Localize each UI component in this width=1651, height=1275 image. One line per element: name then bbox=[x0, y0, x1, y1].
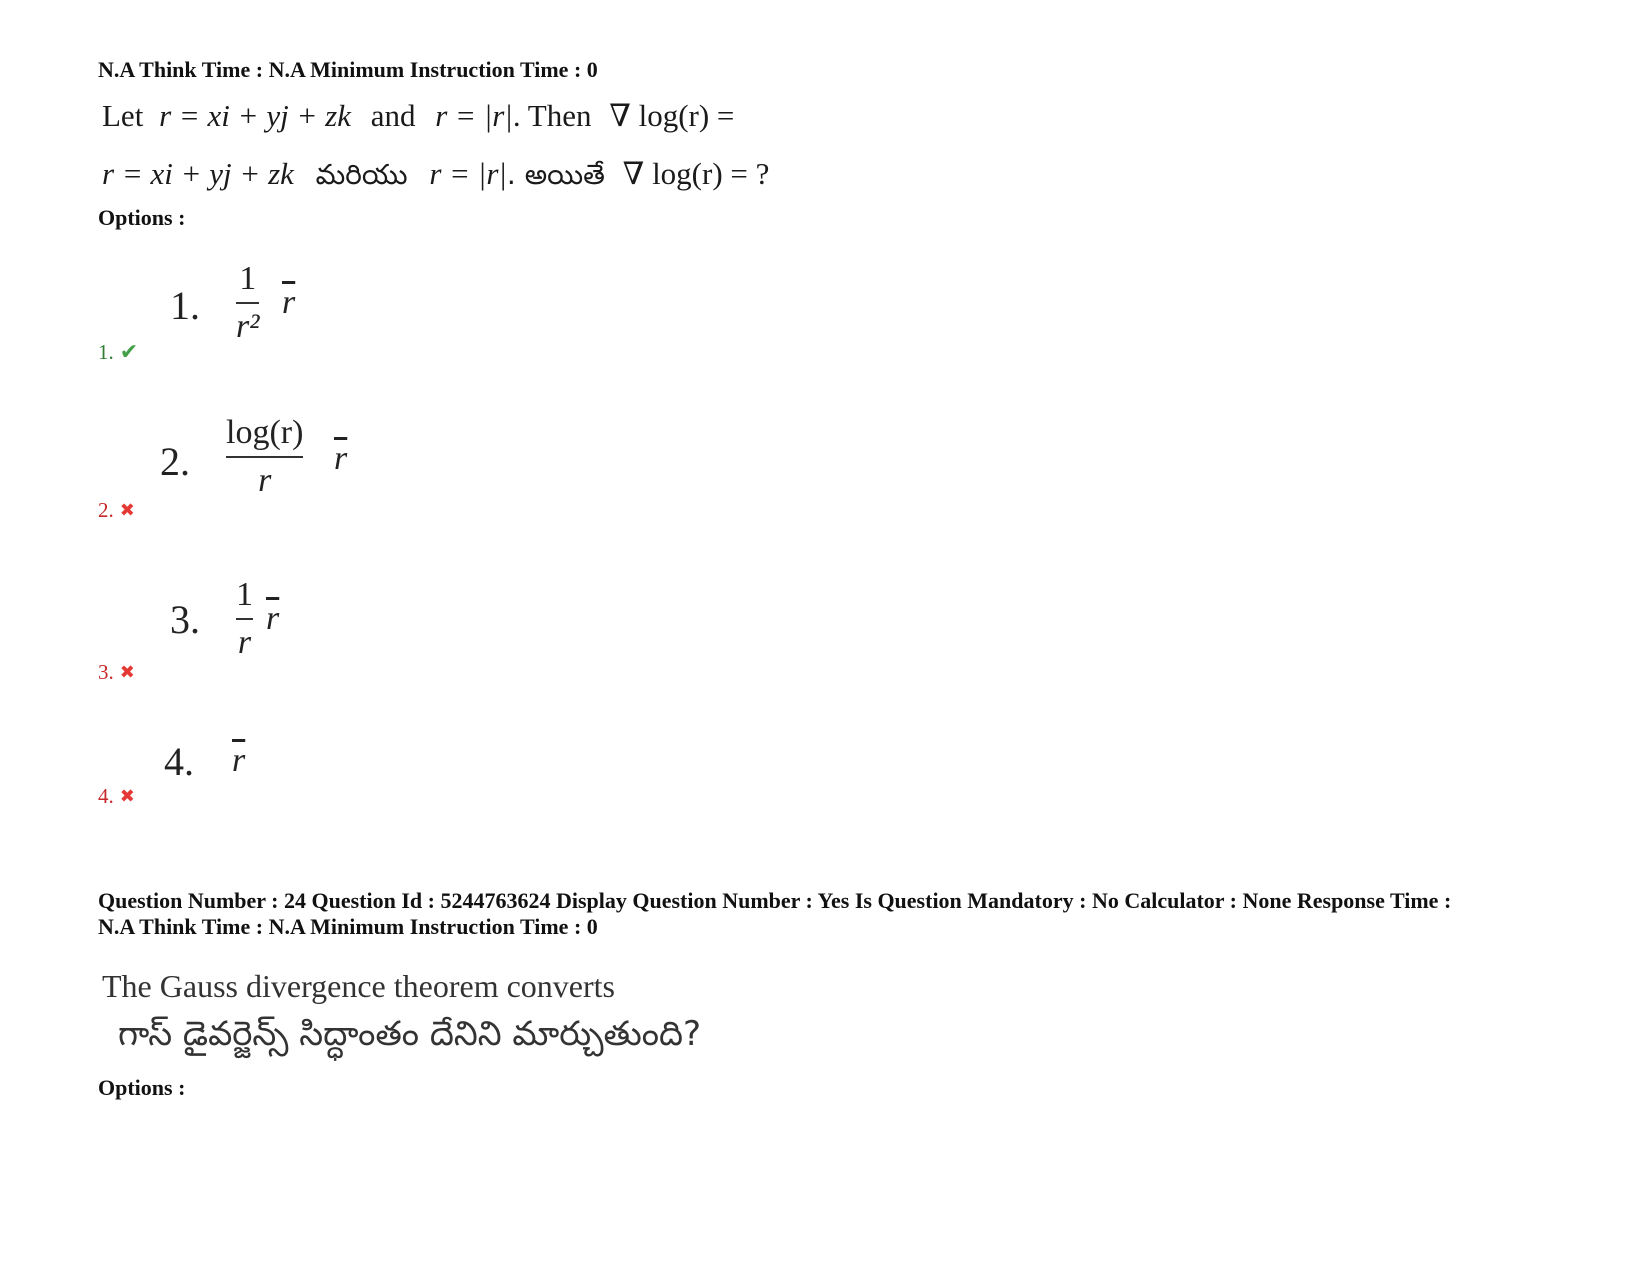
telugu-then: . అయితే bbox=[506, 158, 605, 191]
option-3-marker bbox=[98, 660, 135, 685]
vector-r: $\overline{r}$ bbox=[232, 742, 246, 779]
fraction-bar bbox=[236, 618, 253, 620]
vector-definition: r = xi + yj + zk bbox=[159, 98, 351, 133]
denominator: r bbox=[258, 462, 272, 499]
question-then: . Then bbox=[512, 98, 592, 133]
question-meta-line-1: Question Number : 24 Question Id : 5244763624 Display Question Number : Yes Is Question Mandatory : No Calculator : None Response Time : bbox=[98, 888, 1452, 913]
question-expression: ∇ log(r) = bbox=[609, 98, 735, 133]
denominator: r bbox=[237, 624, 252, 661]
option-1-marker bbox=[98, 340, 138, 365]
option-number: 2. bbox=[98, 498, 114, 522]
question-text-english: The Gauss divergence theorem converts bbox=[102, 968, 615, 1004]
question-expression-telugu: ∇ log(r) = ? bbox=[622, 156, 770, 191]
option-label: 1. bbox=[170, 283, 200, 328]
question-meta-line-2: N.A Think Time : N.A Minimum Instruction Time : 0 bbox=[98, 914, 598, 939]
cross-icon: ✖ bbox=[119, 662, 135, 683]
numerator: log(r) bbox=[226, 414, 304, 451]
cross-icon: ✖ bbox=[119, 500, 135, 521]
option-label: 3. bbox=[170, 597, 200, 642]
magnitude-definition: r = |r| bbox=[435, 98, 513, 133]
option-label: 4. bbox=[164, 739, 194, 784]
fraction-bar bbox=[226, 456, 303, 458]
vector-r: $\overline{r}$ bbox=[334, 440, 348, 477]
question-text-telugu bbox=[102, 156, 769, 198]
options-label: Options : bbox=[98, 1075, 186, 1100]
option-1-fraction bbox=[236, 262, 259, 344]
fraction-bar bbox=[236, 302, 259, 304]
options-label: Options : bbox=[98, 205, 186, 230]
option-number: 1. bbox=[98, 340, 114, 364]
numerator: 1 bbox=[239, 260, 257, 297]
option-number: 3. bbox=[98, 660, 114, 684]
option-label: 2. bbox=[160, 439, 190, 484]
question-meta: N.A Think Time : N.A Minimum Instruction Time : 0 bbox=[98, 57, 598, 82]
question-and: and bbox=[370, 98, 416, 133]
question-text-english bbox=[102, 98, 734, 134]
question-let: Let bbox=[102, 98, 144, 133]
vector-r: $\overline{r}$ bbox=[266, 600, 280, 637]
numerator: 1 bbox=[236, 576, 253, 613]
option-4-marker bbox=[98, 784, 135, 809]
denominator: r² bbox=[236, 308, 260, 345]
vector-r: $\overline{r}$ bbox=[282, 284, 296, 321]
cross-icon: ✖ bbox=[119, 786, 135, 807]
check-icon: ✔ bbox=[119, 340, 139, 365]
vector-definition-telugu: r = xi + yj + zk bbox=[102, 156, 294, 191]
telugu-and: మరియు bbox=[315, 158, 408, 191]
magnitude-definition-telugu: r = |r| bbox=[429, 156, 507, 191]
question-text-telugu: గాస్ డైవర్జెన్స్ సిద్ధాంతం దేనిని మార్చుతుంది? bbox=[118, 1014, 702, 1054]
option-2-marker bbox=[98, 498, 135, 523]
option-3-fraction bbox=[236, 578, 253, 660]
option-2-fraction bbox=[226, 416, 303, 498]
option-number: 4. bbox=[98, 784, 114, 808]
